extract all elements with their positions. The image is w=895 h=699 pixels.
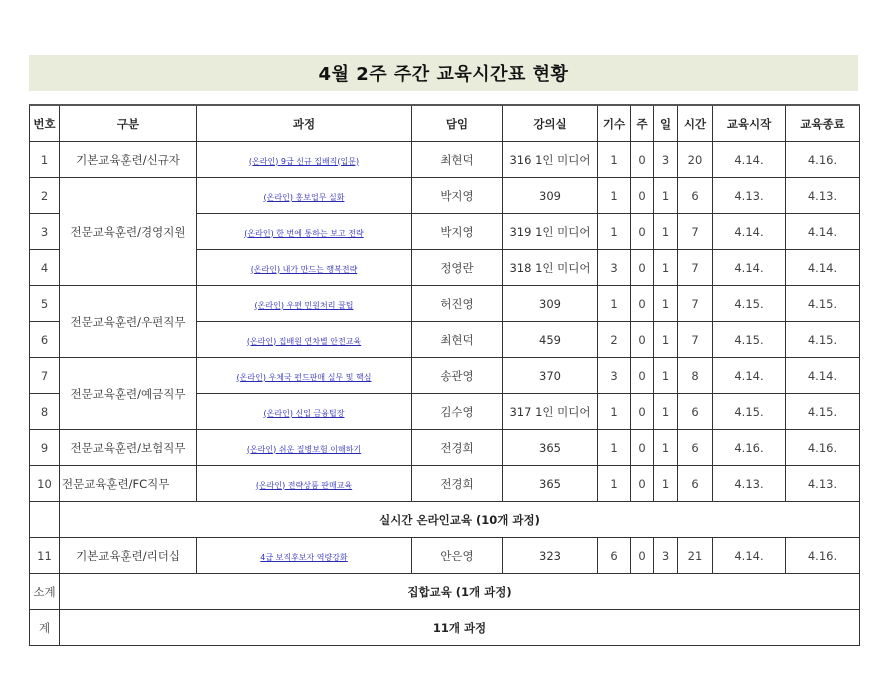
row-end: 4.15. <box>786 286 860 322</box>
row-start: 4.14. <box>713 358 786 394</box>
row-weeks: 0 <box>631 214 654 250</box>
row-room: 309 <box>503 178 598 214</box>
row-hours: 8 <box>678 358 713 394</box>
row-days: 1 <box>654 178 678 214</box>
row-weeks: 0 <box>631 358 654 394</box>
row-days: 1 <box>654 358 678 394</box>
in-person-summary: 집합교육 (1개 과정) <box>60 574 860 610</box>
row-cohort: 1 <box>598 214 631 250</box>
row-course <box>197 394 412 430</box>
row-weeks: 0 <box>631 250 654 286</box>
row-hours: 20 <box>678 142 713 178</box>
table-row <box>30 430 860 466</box>
row-instructor: 최현덕 <box>412 322 503 358</box>
row-cohort: 1 <box>598 142 631 178</box>
row-category: 기본교육훈련/신규자 <box>60 142 197 178</box>
row-room: 323 <box>503 538 598 574</box>
header-category: 구분 <box>60 105 197 142</box>
subtotal-label: 소계 <box>30 574 60 610</box>
row-no: 9 <box>30 430 60 466</box>
title-band <box>29 55 858 91</box>
row-days: 1 <box>654 466 678 502</box>
header-weeks: 주 <box>631 105 654 142</box>
row-instructor: 정영란 <box>412 250 503 286</box>
row-instructor: 송관영 <box>412 358 503 394</box>
row-end: 4.15. <box>786 394 860 430</box>
row-instructor: 전경희 <box>412 430 503 466</box>
course-link[interactable]: (온라인) 우편 민원처리 꿀팁 <box>254 300 354 310</box>
header-end: 교육종료 <box>786 105 860 142</box>
row-instructor: 최현덕 <box>412 142 503 178</box>
row-instructor: 박지영 <box>412 214 503 250</box>
course-link[interactable]: (온라인) 전략상품 판매교육 <box>255 480 353 490</box>
row-hours: 21 <box>678 538 713 574</box>
row-end: 4.16. <box>786 142 860 178</box>
row-course <box>197 142 412 178</box>
row-course <box>197 430 412 466</box>
row-room: 318 1인 미디어 <box>503 250 598 286</box>
course-link[interactable]: (온라인) 내가 만드는 행복전략 <box>250 264 358 274</box>
row-weeks: 0 <box>631 322 654 358</box>
row-start: 4.15. <box>713 322 786 358</box>
page-title: 4월 2주 주간 교육시간표 현황 <box>318 64 569 85</box>
row-no: 10 <box>30 466 60 502</box>
row-start: 4.14. <box>713 214 786 250</box>
table-row <box>30 178 860 214</box>
row-course <box>197 466 412 502</box>
course-link[interactable]: (온라인) 신입 금융팁장 <box>263 408 345 418</box>
row-no-empty <box>30 502 60 538</box>
row-hours: 6 <box>678 430 713 466</box>
row-days: 1 <box>654 322 678 358</box>
row-cohort: 1 <box>598 466 631 502</box>
row-course <box>197 250 412 286</box>
row-start: 4.15. <box>713 286 786 322</box>
row-no: 6 <box>30 322 60 358</box>
row-cohort: 1 <box>598 286 631 322</box>
row-cohort: 1 <box>598 394 631 430</box>
row-start: 4.14. <box>713 250 786 286</box>
header-cohort: 기수 <box>598 105 631 142</box>
header-row <box>30 105 860 142</box>
row-category: 전문교육훈련/우편직무 <box>60 286 197 358</box>
row-cohort: 2 <box>598 322 631 358</box>
row-cohort: 1 <box>598 178 631 214</box>
row-category: 전문교육훈련/경영지원 <box>60 178 197 286</box>
row-hours: 6 <box>678 178 713 214</box>
row-weeks: 0 <box>631 430 654 466</box>
realtime-online-summary: 실시간 온라인교육 (10개 과정) <box>60 502 860 538</box>
header-instructor: 담임 <box>412 105 503 142</box>
row-course <box>197 286 412 322</box>
row-instructor: 안은영 <box>412 538 503 574</box>
table-row <box>30 538 860 574</box>
row-room: 309 <box>503 286 598 322</box>
row-weeks: 0 <box>631 178 654 214</box>
row-no: 5 <box>30 286 60 322</box>
row-days: 1 <box>654 430 678 466</box>
row-instructor: 박지영 <box>412 178 503 214</box>
subtotal-row <box>30 574 860 610</box>
course-link[interactable]: (온라인) 9급 신규 집배직(입문) <box>248 156 360 166</box>
row-cohort: 1 <box>598 430 631 466</box>
row-start: 4.13. <box>713 466 786 502</box>
row-hours: 7 <box>678 214 713 250</box>
total-row <box>30 610 860 646</box>
row-room: 319 1인 미디어 <box>503 214 598 250</box>
row-end: 4.15. <box>786 322 860 358</box>
total-label: 계 <box>30 610 60 646</box>
total-summary: 11개 과정 <box>60 610 860 646</box>
row-end: 4.14. <box>786 358 860 394</box>
row-start: 4.15. <box>713 394 786 430</box>
schedule-table <box>29 104 860 646</box>
header-no: 번호 <box>30 105 60 142</box>
row-room: 365 <box>503 466 598 502</box>
row-instructor: 전경희 <box>412 466 503 502</box>
row-no: 2 <box>30 178 60 214</box>
row-instructor: 김수영 <box>412 394 503 430</box>
row-room: 365 <box>503 430 598 466</box>
row-start: 4.13. <box>713 178 786 214</box>
row-cohort: 6 <box>598 538 631 574</box>
row-course <box>197 214 412 250</box>
course-link[interactable]: (온라인) 우체국 펀드판매 실무 및 핵심 <box>236 372 372 382</box>
row-end: 4.14. <box>786 250 860 286</box>
row-category: 전문교육훈련/보험직무 <box>60 430 197 466</box>
row-no: 1 <box>30 142 60 178</box>
row-hours: 7 <box>678 322 713 358</box>
row-no: 11 <box>30 538 60 574</box>
row-end: 4.13. <box>786 466 860 502</box>
header-course: 과정 <box>197 105 412 142</box>
row-course <box>197 322 412 358</box>
row-start: 4.14. <box>713 538 786 574</box>
row-weeks: 0 <box>631 394 654 430</box>
row-room: 370 <box>503 358 598 394</box>
header-days: 일 <box>654 105 678 142</box>
row-start: 4.14. <box>713 142 786 178</box>
row-category: 기본교육훈련/리더십 <box>60 538 197 574</box>
row-category: 전문교육훈련/예금직무 <box>60 358 197 430</box>
row-days: 1 <box>654 250 678 286</box>
row-course <box>197 538 412 574</box>
row-cohort: 3 <box>598 358 631 394</box>
row-cohort: 3 <box>598 250 631 286</box>
row-room: 317 1인 미디어 <box>503 394 598 430</box>
course-link[interactable]: 4급 보직후보자 역량강화 <box>260 552 348 562</box>
table-row <box>30 142 860 178</box>
row-weeks: 0 <box>631 538 654 574</box>
row-weeks: 0 <box>631 466 654 502</box>
realtime-summary-row <box>30 502 860 538</box>
row-days: 1 <box>654 394 678 430</box>
row-no: 7 <box>30 358 60 394</box>
table-row <box>30 286 860 322</box>
row-end: 4.13. <box>786 178 860 214</box>
table-row <box>30 358 860 394</box>
row-hours: 7 <box>678 286 713 322</box>
table-row <box>30 466 860 502</box>
row-no: 3 <box>30 214 60 250</box>
header-room: 강의실 <box>503 105 598 142</box>
row-days: 1 <box>654 286 678 322</box>
header-hours: 시간 <box>678 105 713 142</box>
row-hours: 6 <box>678 394 713 430</box>
row-end: 4.16. <box>786 538 860 574</box>
row-start: 4.16. <box>713 430 786 466</box>
row-category: 전문교육훈련/FC직무 <box>60 466 197 502</box>
course-link[interactable]: (온라인) 쉬운 질병보험 이해하기 <box>246 444 362 454</box>
row-days: 1 <box>654 214 678 250</box>
course-link[interactable]: (온라인) 한 번에 통하는 보고 전략 <box>244 228 364 238</box>
course-link[interactable]: (온라인) 홍보업무 실화 <box>263 192 345 202</box>
row-weeks: 0 <box>631 142 654 178</box>
row-weeks: 0 <box>631 286 654 322</box>
row-room: 459 <box>503 322 598 358</box>
row-end: 4.14. <box>786 214 860 250</box>
header-start: 교육시작 <box>713 105 786 142</box>
row-instructor: 허진영 <box>412 286 503 322</box>
row-days: 3 <box>654 142 678 178</box>
row-no: 4 <box>30 250 60 286</box>
row-room: 316 1인 미디어 <box>503 142 598 178</box>
row-hours: 7 <box>678 250 713 286</box>
row-no: 8 <box>30 394 60 430</box>
row-course <box>197 178 412 214</box>
row-end: 4.16. <box>786 430 860 466</box>
row-days: 3 <box>654 538 678 574</box>
row-hours: 6 <box>678 466 713 502</box>
row-course <box>197 358 412 394</box>
course-link[interactable]: (온라인) 집배원 연차별 안전교육 <box>246 336 362 346</box>
